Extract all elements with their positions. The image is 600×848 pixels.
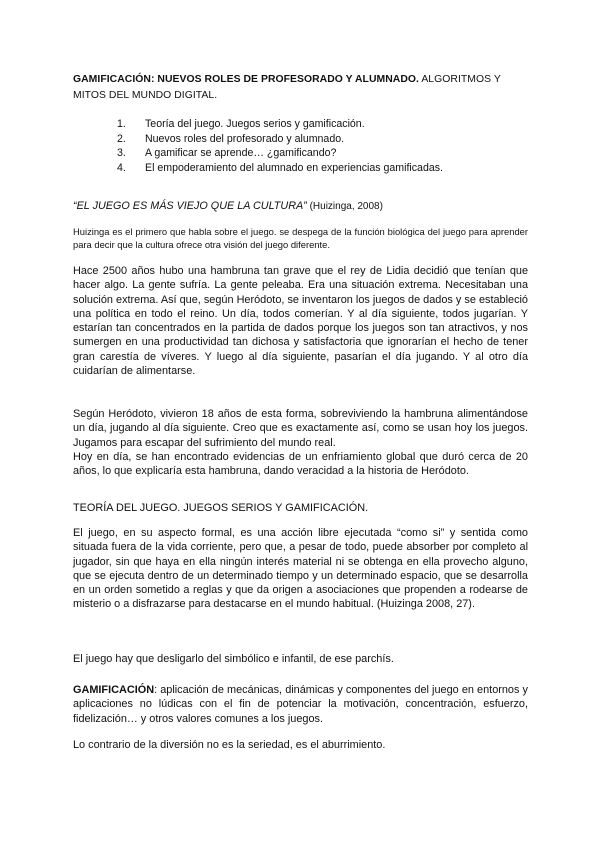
quote-reference: (Huizinga, 2008)	[306, 201, 383, 212]
gamificacion-definition	[73, 683, 528, 726]
intro-paragraph: Huizinga es el primero que habla sobre el juego. se despega de la función biológica del juego para aprender para decir que la cultura ofrece otra visión del juego diferente.	[73, 226, 528, 250]
list-number: 1.	[117, 118, 126, 130]
list-text: El empoderamiento del alumnado en experiencias gamificadas.	[145, 161, 443, 174]
title-rest: ALGORITMOS Y MITOS DEL MUNDO DIGITAL.	[73, 74, 501, 101]
list-item	[117, 117, 537, 132]
list-item	[117, 132, 537, 147]
huizinga-quote	[73, 199, 528, 214]
closing-paragraph: Lo contrario de la diversión no es la seriedad, es el aburrimiento.	[73, 739, 386, 751]
title-bold: GAMIFICACIÓN: NUEVOS ROLES DE PROFESORADO Y ALUMNADO.	[73, 74, 419, 85]
document-title	[73, 72, 528, 104]
list-text: Nuevos roles del profesorado y alumnado.	[145, 132, 345, 145]
list-item	[117, 161, 537, 176]
quote-text: “EL JUEGO ES MÁS VIEJO QUE LA CULTURA”	[73, 200, 307, 212]
list-number: 2.	[117, 132, 126, 145]
herodoto-paragraph	[73, 407, 528, 478]
list-number: 4.	[117, 161, 126, 174]
list-text: A gamificar se aprende… ¿gamificando?	[145, 147, 337, 159]
list-item	[117, 146, 537, 161]
list-text: Teoría del juego. Juegos serios y gamificación.	[145, 118, 365, 130]
list-number: 3.	[117, 147, 126, 159]
section-heading: TEORÍA DEL JUEGO. JUEGOS SERIOS Y GAMIFICACIÓN.	[73, 502, 369, 514]
gamificacion-text: : aplicación de mecánicas, dinámicas y componentes del juego en entornos y aplicaciones no lúdicas con el fin de potenciar la motivación, concentración, esfuerzo, fidelización… y otros valores comunes a los juegos.	[73, 684, 528, 725]
desligar-paragraph: El juego hay que desligarlo del simbólico e infantil, de ese parchís.	[73, 653, 394, 665]
lydia-paragraph: Hace 2500 años hubo una hambruna tan grave que el rey de Lidia decidió que tenían que hacer algo. La gente sufría. La gente peleaba. Era una situación extrema. Necesitaban una solución extrema. Así que, según Heródoto, se inventaron los juegos de dados y se estableció una política en todo el reino. Un día, todos comerían. Y al día siguiente, todos jugarían. Y estarían tan concentrados en la partida de dados porque los juegos son tan atractivos, y nos sumergen en una productividad tan dichosa y satisfactoria que ignorarían el hecho de tener gran carestía de víveres. Y luego al día siguiente, pasarían el día jugando. Y al otro día cuidarían de alimentarse.	[73, 265, 528, 378]
herodoto-text-1: Según Heródoto, vivieron 18 años de esta forma, sobreviviendo la hambruna alimentándose un día, jugando al día siguiente. Creo que es exactamente así, como se usan hoy los juegos. Jugamos para escapar del sufrimiento del mundo real.	[73, 408, 528, 449]
definition-paragraph: El juego, en su aspecto formal, es una acción libre ejecutada “como si” y sentida como situada fuera de la vida corriente, pero que, a pesar de todo, puede absorber por completo al jugador, sin que haya en ella ningún interés material ni se obtenga en ella provecho alguno, que se ejecuta dentro de un determinado tiempo y un determinado espacio, que se desarrolla en un orden sometido a reglas y que da origen a asociaciones que propenden a rodearse de misterio o a disfrazarse para destacarse en el mundo habitual. (Huizinga 2008, 27).	[73, 527, 528, 611]
herodoto-text-2: Hoy en día, se han encontrado evidencias de un enfriamiento global que duró cerca de 20 años, lo que explicaría esta hambruna, dando veracidad a la historia de Heródoto.	[73, 450, 528, 478]
table-of-contents	[117, 117, 537, 175]
gamificacion-label: GAMIFICACIÓN	[73, 684, 155, 696]
